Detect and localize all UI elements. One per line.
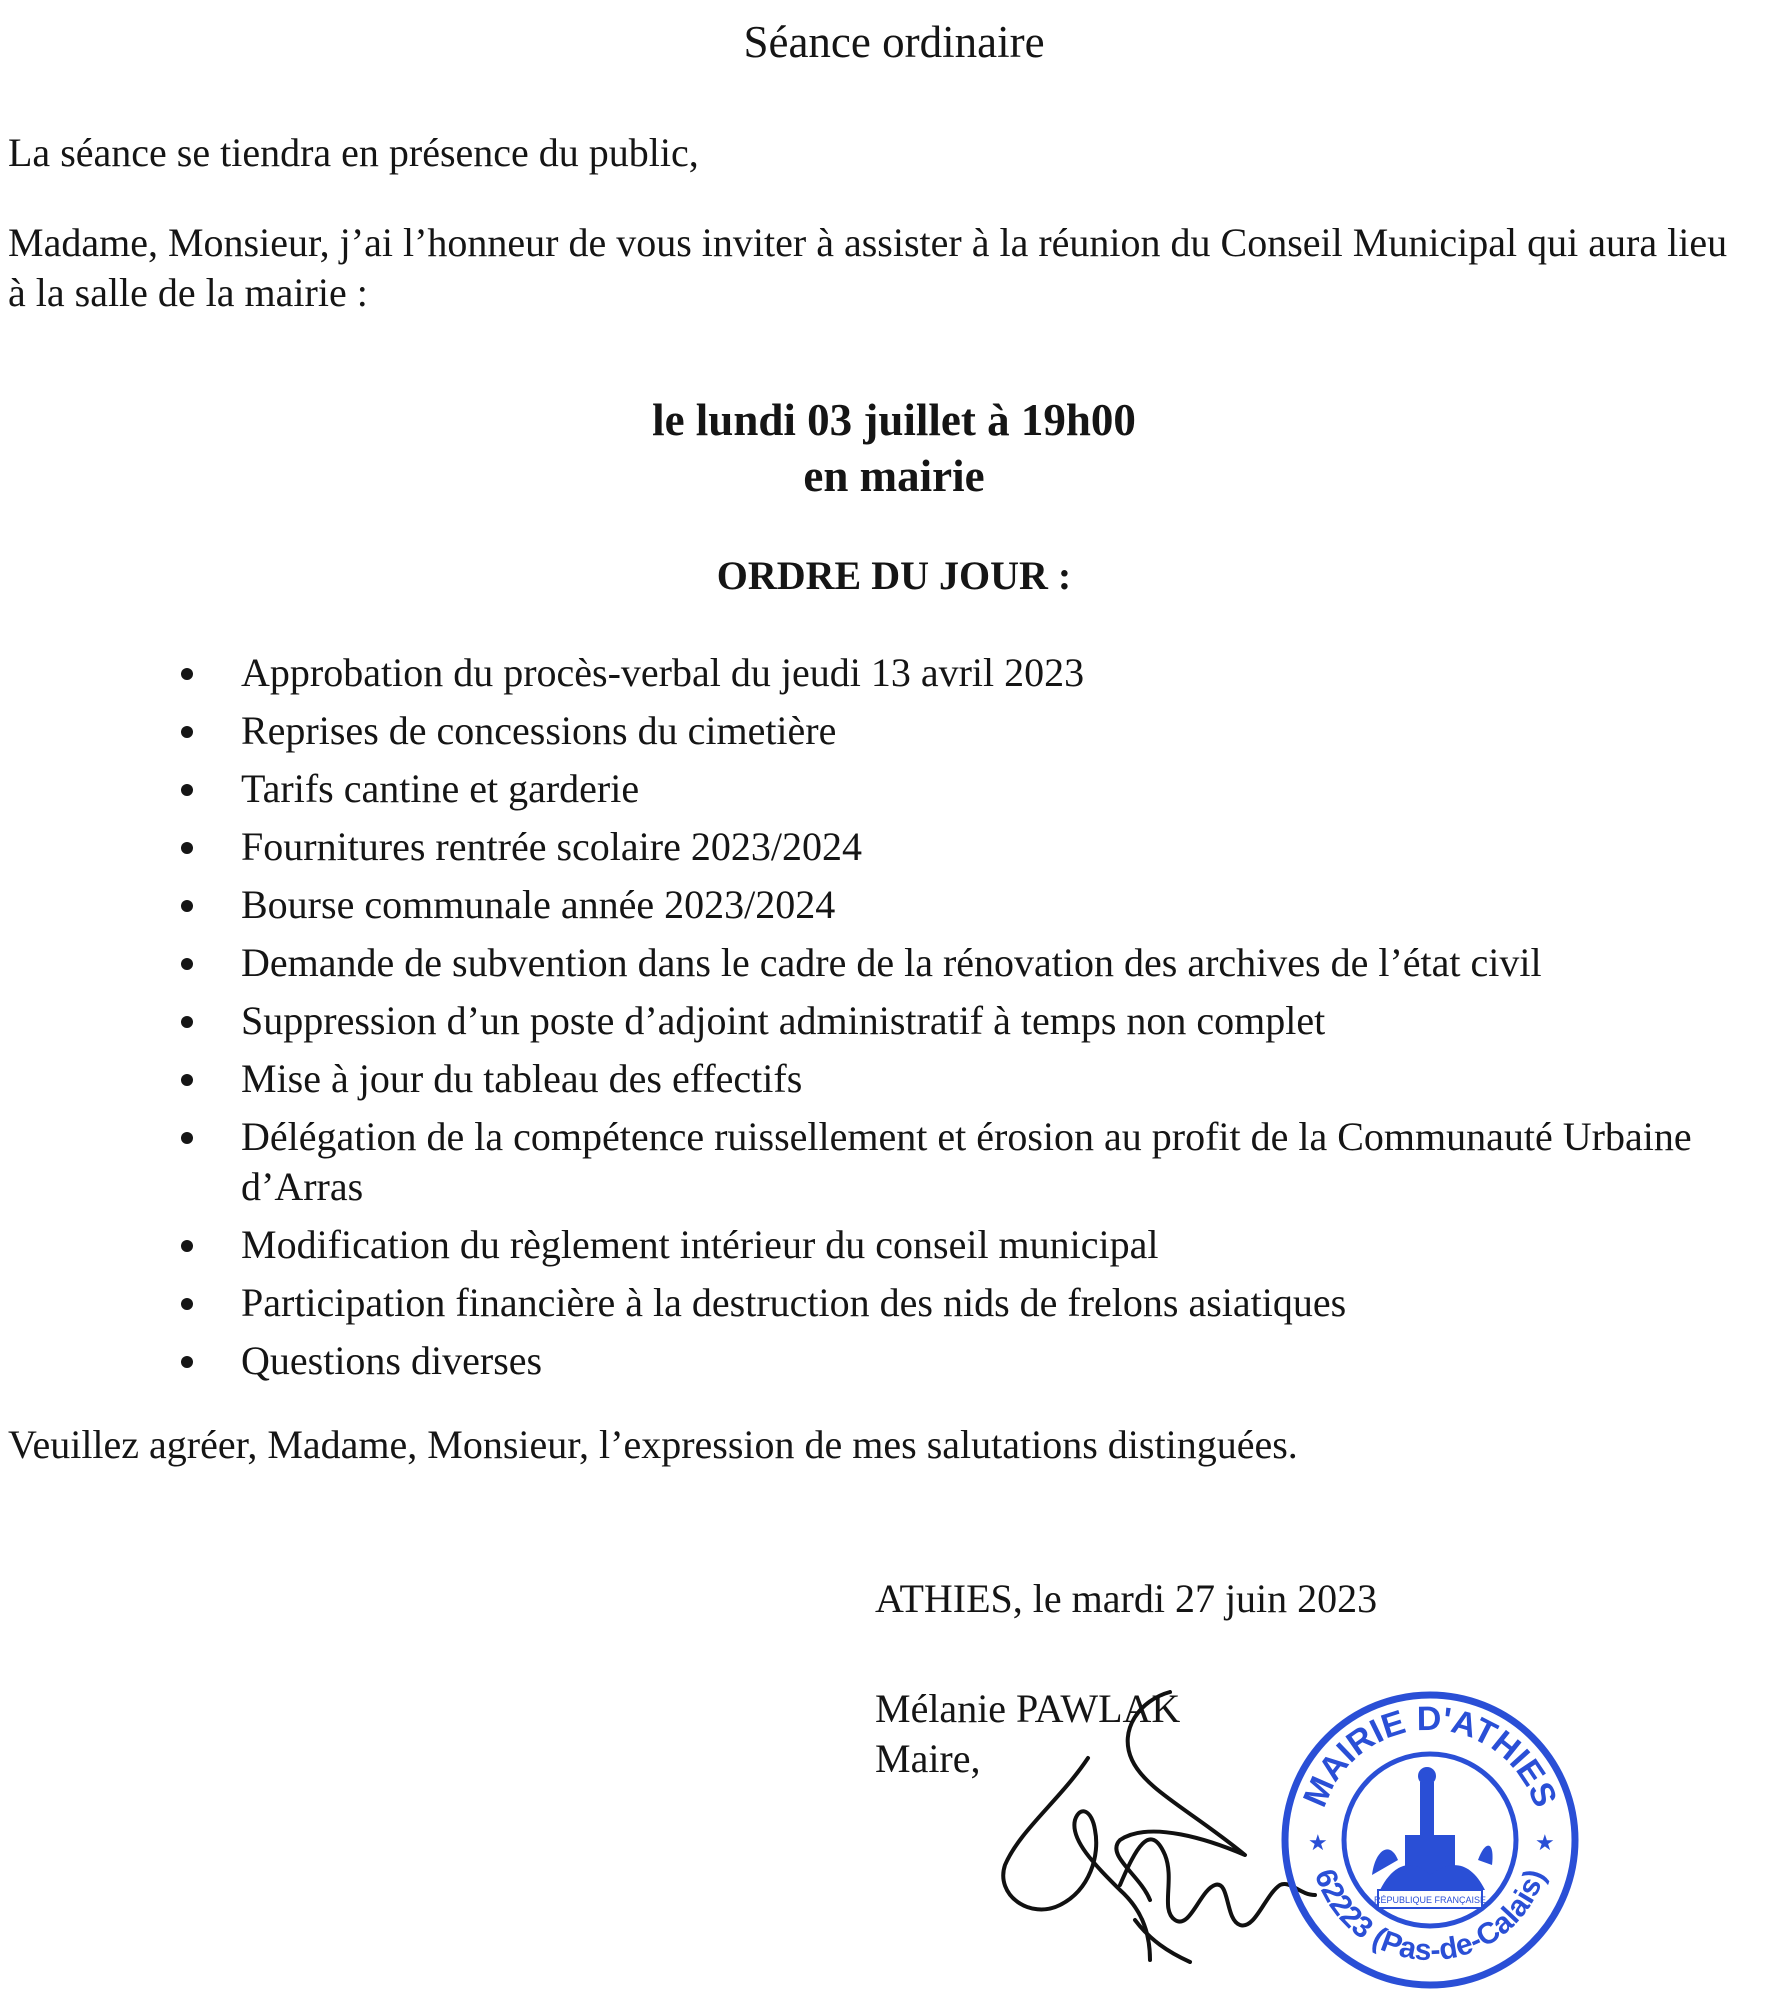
agenda-item-text: Demande de subvention dans le cadre de la rénovation des archives de l’état civil [241,940,1542,985]
agenda-item [176,1336,1776,1394]
signatory-role: Maire, [875,1736,981,1781]
agenda-heading: ORDRE DU JOUR : [716,553,1072,598]
bullet-icon [181,1356,193,1368]
agenda-item [176,648,1776,706]
handwritten-signature-icon [1000,1690,1320,1964]
agenda-item-text: Modification du règlement intérieur du conseil municipal [241,1222,1159,1267]
bullet-icon [181,1298,193,1310]
agenda-item [176,1220,1776,1278]
agenda-item-text: Reprises de concessions du cimetière [241,708,837,753]
place-and-date: ATHIES, le mardi 27 juin 2023 [875,1576,1378,1621]
agenda-item-text: Mise à jour du tableau des effectifs [241,1056,803,1101]
agenda-item-text: Délégation de la compétence ruissellement et érosion au profit de la Communauté Urbaine d’Arras [241,1114,1692,1209]
svg-text:★: ★ [1308,1831,1328,1856]
closing-salutation: Veuillez agréer, Madame, Monsieur, l’expression de mes salutations distinguées. [8,1422,1298,1467]
meeting-place: en mairie [803,451,985,501]
agenda-item-text: Tarifs cantine et garderie [241,766,640,811]
bullet-icon [181,668,193,680]
bullet-icon [181,1016,193,1028]
bullet-icon [181,1132,193,1144]
meeting-date-time: le lundi 03 juillet à 19h00 [652,395,1136,445]
bullet-icon [181,842,193,854]
bullet-icon [181,1240,193,1252]
agenda-item-text: Approbation du procès-verbal du jeudi 13 avril 2023 [241,650,1085,695]
bullet-icon [181,900,193,912]
agenda-item-text: Questions diverses [241,1338,543,1383]
agenda-item [176,1278,1776,1336]
liberty-figure-icon [1372,1767,1493,1890]
agenda-item [176,1054,1776,1112]
bullet-icon [181,726,193,738]
agenda-item [176,880,1776,938]
stamp-inner-text: RÉPUBLIQUE FRANÇAISE [1373,1895,1487,1905]
agenda-item [176,938,1776,996]
agenda-item [176,996,1776,1054]
agenda-item-text: Suppression d’un poste d’adjoint administratif à temps non complet [241,998,1326,1043]
invitation-paragraph: Madame, Monsieur, j’ai l’honneur de vous inviter à assister à la réunion du Conseil Municipal qui aura lieu à la salle de la mairie : [8,220,1728,315]
document-title: Séance ordinaire [743,17,1045,67]
agenda-item-text: Fournitures rentrée scolaire 2023/2024 [241,824,862,869]
bullet-icon [181,958,193,970]
agenda-item-text: Participation financière à la destruction des nids de frelons asiatiques [241,1280,1347,1325]
agenda-list [176,648,1776,1394]
agenda-item-text: Bourse communale année 2023/2024 [241,882,836,927]
agenda-item [176,1112,1776,1220]
agenda-item [176,822,1776,880]
stamp-bottom-text: 62223 (Pas-de-Calais) [1307,1864,1552,1968]
signatory-name: Mélanie PAWLAK [875,1686,1181,1731]
bullet-icon [181,784,193,796]
agenda-item [176,764,1776,822]
bullet-icon [181,1074,193,1086]
stamp-top-text: MAIRIE D'ATHIES [1295,1699,1565,1813]
agenda-item [176,706,1776,764]
mairie-stamp-icon [1280,1690,1580,1990]
svg-text:★: ★ [1535,1831,1555,1856]
public-notice: La séance se tiendra en présence du public, [8,130,699,175]
